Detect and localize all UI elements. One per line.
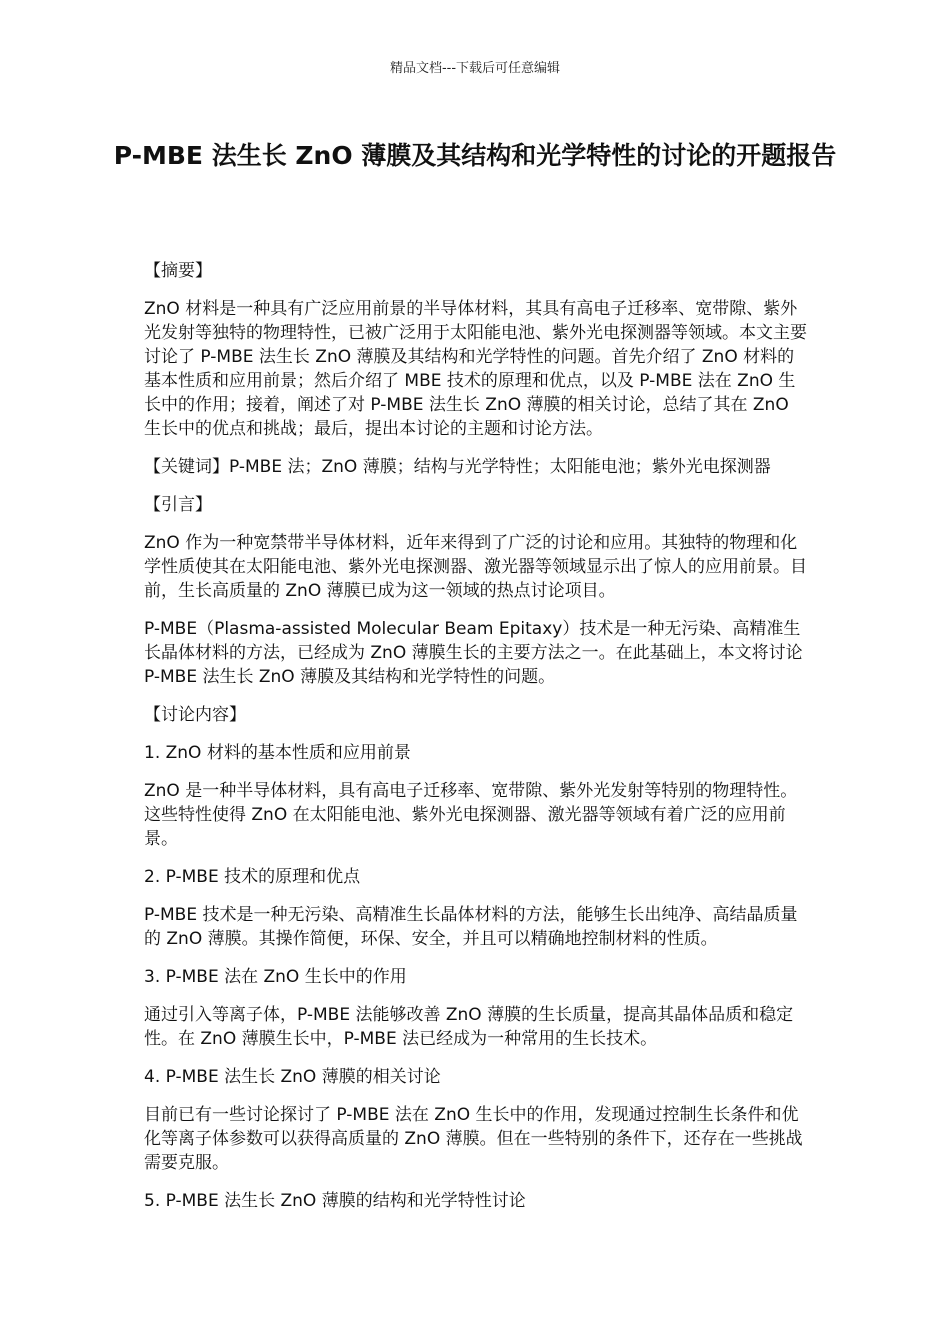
abstract-text: ZnO 材料是一种具有广泛应用前景的半导体材料，其具有高电子迁移率、宽带隙、紫外光发射等独特的物理特性，已被广泛用于太阳能电池、紫外光电探测器等领域。本文主要讨论了 P-MBE 法生长 ZnO 薄膜及其结构和光学特性的问题。首先介绍了 ZnO 材料的基本性质和应用前景；然后介绍了 MBE 技术的原理和优点，以及 P-MBE 法在 ZnO 生长中的作用；接着，阐述了对 P-MBE 法生长 ZnO 薄膜的相关讨论，总结了其在 ZnO 生长中的优点和挑战；最后，提出本讨论的主题和讨论方法。 xyxy=(144,299,807,439)
section-body: ZnO 是一种半导体材料，具有高电子迁移率、宽带隙、紫外光发射等特别的物理特性。这些特性使得 ZnO 在太阳能电池、紫外光电探测器、激光器等领域有着广泛的应用前景。 xyxy=(144,781,798,849)
intro-paragraph: P-MBE（Plasma-assisted Molecular Beam Epitaxy）技术是一种无污染、高精准生长晶体材料的方法，已经成为 ZnO 薄膜生长的主要方法之一。在此基础上，本文将讨论 P-MBE 法生长 ZnO 薄膜及其结构和光学特性的问题。 xyxy=(144,619,803,687)
section-body: 目前已有一些讨论探讨了 P-MBE 法在 ZnO 生长中的作用，发现通过控制生长条件和优化等离子体参数可以获得高质量的 ZnO 薄膜。但在一些特别的条件下，还存在一些挑战需要克服。 xyxy=(144,1105,803,1173)
content-heading: 【讨论内容】 xyxy=(144,705,246,725)
document-title: P-MBE 法生长 ZnO 薄膜及其结构和光学特性的讨论的开题报告 xyxy=(113,141,837,170)
header-note: 精品文档---下载后可任意编辑 xyxy=(389,61,561,76)
intro-heading: 【引言】 xyxy=(144,495,212,515)
abstract-heading: 【摘要】 xyxy=(144,261,212,281)
section-heading: 3. P-MBE 法在 ZnO 生长中的作用 xyxy=(144,967,407,987)
section-heading: 4. P-MBE 法生长 ZnO 薄膜的相关讨论 xyxy=(144,1067,441,1087)
section-heading: 1. ZnO 材料的基本性质和应用前景 xyxy=(144,743,411,763)
document-body xyxy=(144,259,810,1227)
keywords: 【关键词】P-MBE 法；ZnO 薄膜；结构与光学特性；太阳能电池；紫外光电探测器 xyxy=(144,457,771,477)
section-body: 通过引入等离子体，P-MBE 法能够改善 ZnO 薄膜的生长质量，提高其晶体品质和稳定性。在 ZnO 薄膜生长中，P-MBE 法已经成为一种常用的生长技术。 xyxy=(144,1005,794,1049)
section-heading: 2. P-MBE 技术的原理和优点 xyxy=(144,867,361,887)
section-heading: 5. P-MBE 法生长 ZnO 薄膜的结构和光学特性讨论 xyxy=(144,1191,526,1211)
intro-paragraph: ZnO 作为一种宽禁带半导体材料，近年来得到了广泛的讨论和应用。其独特的物理和化学性质使其在太阳能电池、紫外光电探测器、激光器等领域显示出了惊人的应用前景。目前，生长高质量的 ZnO 薄膜已成为这一领域的热点讨论项目。 xyxy=(144,533,807,601)
section-body: P-MBE 技术是一种无污染、高精准生长晶体材料的方法，能够生长出纯净、高结晶质量的 ZnO 薄膜。其操作简便，环保、安全，并且可以精确地控制材料的性质。 xyxy=(144,905,798,949)
